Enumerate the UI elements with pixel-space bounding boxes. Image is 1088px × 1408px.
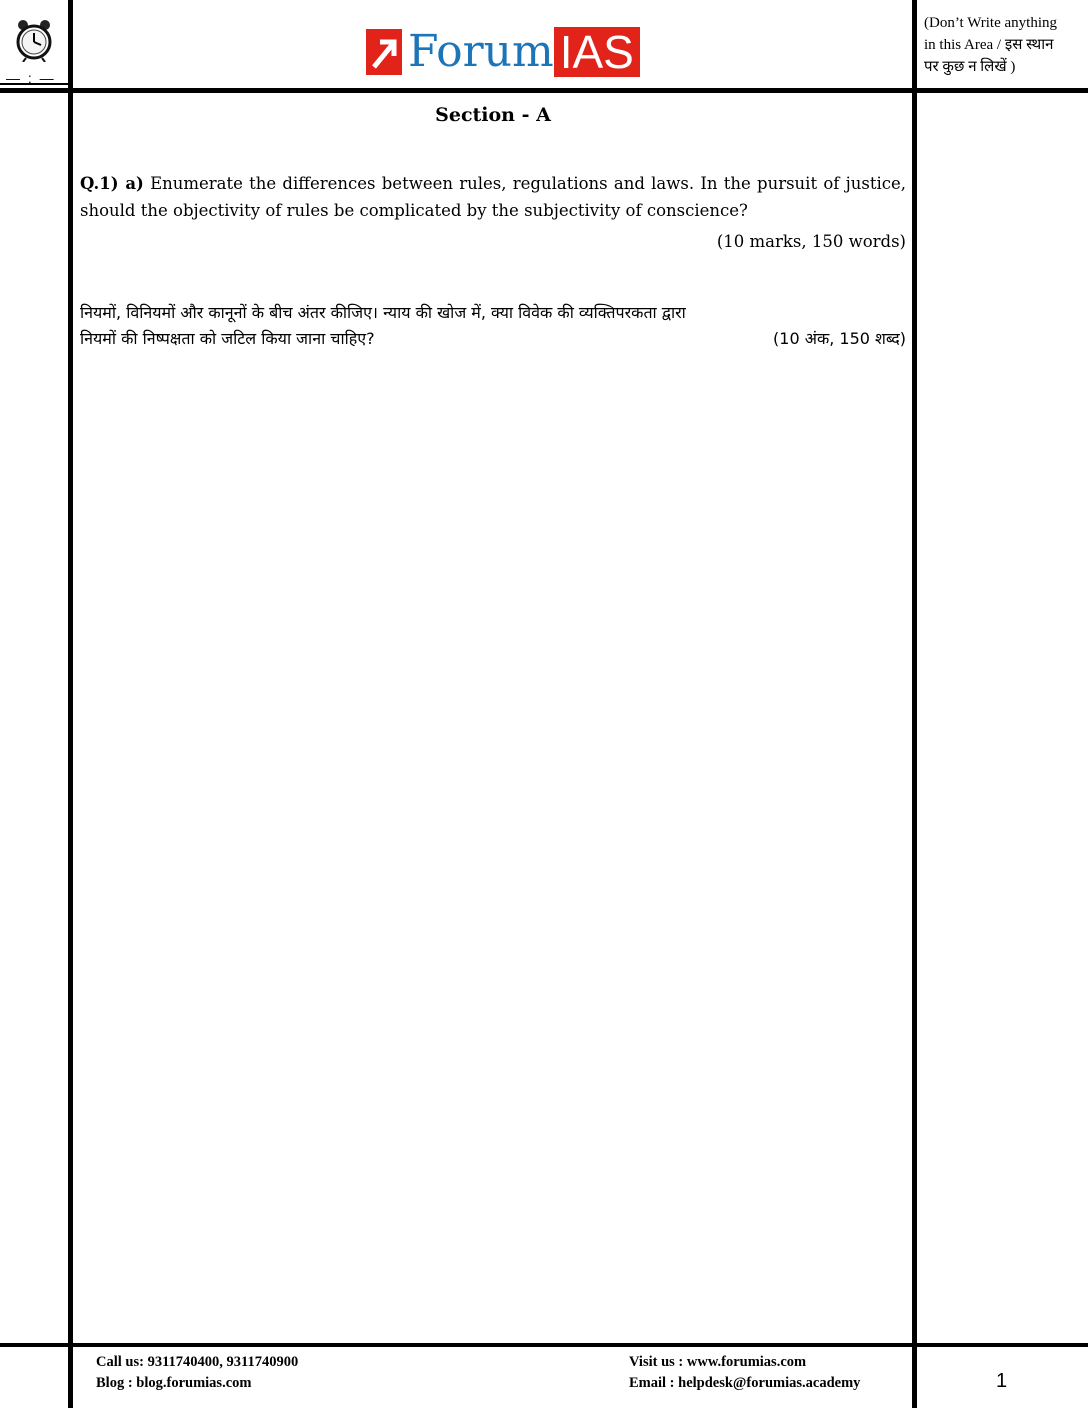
question-number: Q.1) a) (80, 174, 144, 193)
right-margin-rule (912, 0, 917, 1408)
footer-email: Email : helpdesk@forumias.academy (629, 1375, 861, 1391)
question-english (80, 170, 906, 224)
footer-blog: Blog : blog.forumias.com (96, 1375, 252, 1391)
forumias-logo (366, 26, 640, 78)
margin-note-line: पर कुछ न लिखें ) (924, 59, 1016, 75)
question-hindi-line2-row (80, 326, 906, 352)
footer-contact-left (96, 1352, 298, 1394)
left-margin-rule (68, 0, 73, 1408)
margin-note-line: (Don’t Write anything (924, 15, 1057, 31)
question-marks: (10 marks, 150 words) (716, 232, 906, 251)
page-number: 1 (996, 1370, 1008, 1392)
footer-contact-right (629, 1352, 860, 1394)
margin-note-line: in this Area / इस स्थान (924, 37, 1054, 53)
section-title (0, 104, 986, 126)
question-body: Enumerate the differences between rules, regulations and laws. In the pursuit of justice, should the objectivity of rules be complicated by the subjectivity of conscience? (80, 174, 906, 220)
alarm-clock-icon (14, 18, 54, 62)
footer-rule (0, 1343, 1088, 1347)
time-slot: — : — (6, 70, 56, 86)
footer-call: Call us: 9311740400, 9311740900 (96, 1354, 299, 1370)
logo-forum-text: Forum (408, 26, 554, 77)
section-title-text: Section - A (435, 104, 551, 126)
logo-arrow-icon (366, 29, 402, 75)
question-hindi-line1: नियमों, विनियमों और कानूनों के बीच अंतर कीजिए। न्याय की खोज में, क्या विवेक की व्यक्तिपरकता द्वारा (80, 303, 686, 322)
header-rule (0, 88, 1088, 93)
margin-note (924, 12, 1084, 78)
question-hindi-marks: (10 अंक, 150 शब्द) (773, 329, 906, 348)
question-hindi-line2: नियमों की निष्पक्षता को जटिल किया जाना चाहिए? (80, 329, 375, 348)
logo-ias-text: IAS (554, 27, 640, 77)
footer-visit: Visit us : www.forumias.com (629, 1354, 807, 1370)
